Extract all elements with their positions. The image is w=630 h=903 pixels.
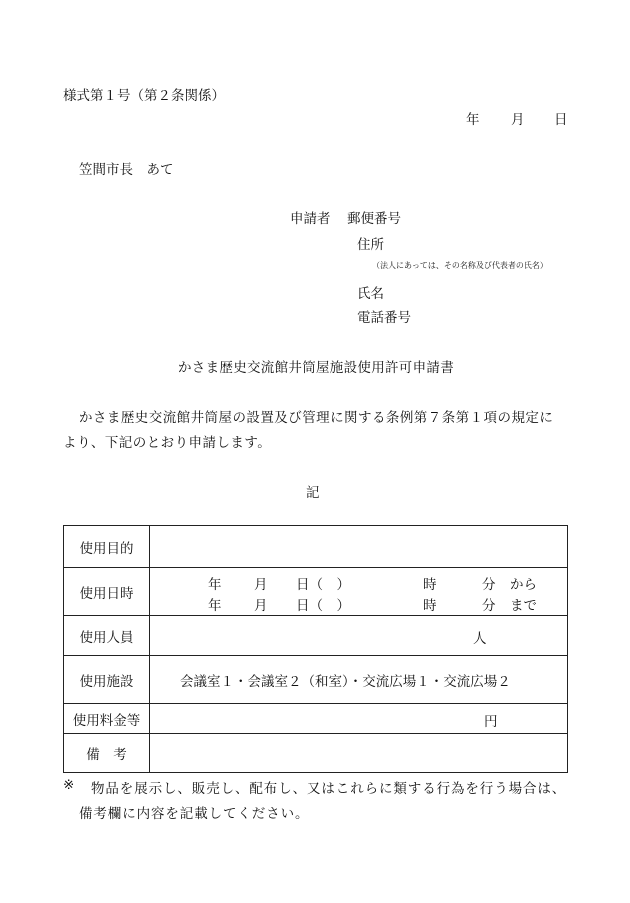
purpose-label: 使用目的: [64, 526, 150, 568]
people-label: 使用人員: [64, 616, 150, 656]
corporate-note: （法人にあっては、その名称及び代表者の氏名）: [372, 261, 548, 270]
fee-field[interactable]: [150, 704, 568, 734]
purpose-field[interactable]: [150, 526, 568, 568]
facility-field[interactable]: [150, 656, 568, 704]
dt1-suffix: から: [510, 577, 537, 593]
dt1-month: 月: [254, 577, 268, 593]
table-row-purpose: [64, 526, 568, 568]
dt1-hour: 時: [423, 577, 437, 593]
dt2-suffix: まで: [510, 598, 537, 614]
phone-label: 電話番号: [357, 310, 411, 326]
datetime-to-line: [150, 594, 567, 612]
dt2-minute: 分: [482, 598, 496, 614]
name-label: 氏名: [357, 286, 384, 302]
datetime-from-line: [150, 573, 567, 591]
dt1-day: 日（ ）: [296, 577, 350, 593]
fee-unit: 円: [484, 714, 498, 730]
remarks-label: 備 考: [64, 734, 150, 773]
body-text-line-1: かさま歴史交流館井筒屋の設置及び管理に関する条例第７条第１項の規定に: [79, 410, 554, 426]
people-field[interactable]: [150, 616, 568, 656]
form-number: 様式第１号（第２条関係）: [63, 88, 225, 104]
addressee: 笠間市長 あて: [79, 162, 174, 178]
dt2-day: 日（ ）: [296, 598, 350, 614]
ki-heading: 記: [306, 485, 320, 501]
people-unit: 人: [473, 631, 487, 647]
date-day-label: 日: [554, 112, 568, 128]
application-table: [63, 525, 568, 773]
remarks-field[interactable]: [150, 734, 568, 773]
table-row-facility: [64, 656, 568, 704]
dt2-hour: 時: [423, 598, 437, 614]
facility-label: 使用施設: [64, 656, 150, 704]
note-line-2: 備考欄に内容を記載してください。: [79, 806, 310, 822]
dt2-month: 月: [254, 598, 268, 614]
datetime-field[interactable]: [150, 568, 568, 616]
dt1-year: 年: [208, 577, 222, 593]
date-month-label: 月: [511, 112, 525, 128]
date-year-label: 年: [466, 112, 480, 128]
note-mark: ※: [63, 777, 75, 793]
applicant-label: 申請者: [290, 211, 331, 227]
fee-label: 使用料金等: [64, 704, 150, 734]
dt2-year: 年: [208, 598, 222, 614]
table-row-remarks: [64, 734, 568, 773]
document-title: かさま歴史交流館井筒屋施設使用許可申請書: [178, 360, 454, 376]
table-row-people: [64, 616, 568, 656]
facility-options: 会議室１・会議室２（和室）・交流広場１・交流広場２: [180, 674, 511, 690]
body-text-line-2: より、下記のとおり申請します。: [63, 435, 272, 451]
table-row-datetime: [64, 568, 568, 616]
note-line-1: 物品を展示し、販売し、配布し、又はこれらに類する行為を行う場合は、: [91, 781, 567, 797]
dt1-minute: 分: [482, 577, 496, 593]
table-row-fee: [64, 704, 568, 734]
postal-code-label: 郵便番号: [347, 211, 401, 227]
address-label: 住所: [357, 237, 384, 253]
datetime-label: 使用日時: [64, 568, 150, 616]
